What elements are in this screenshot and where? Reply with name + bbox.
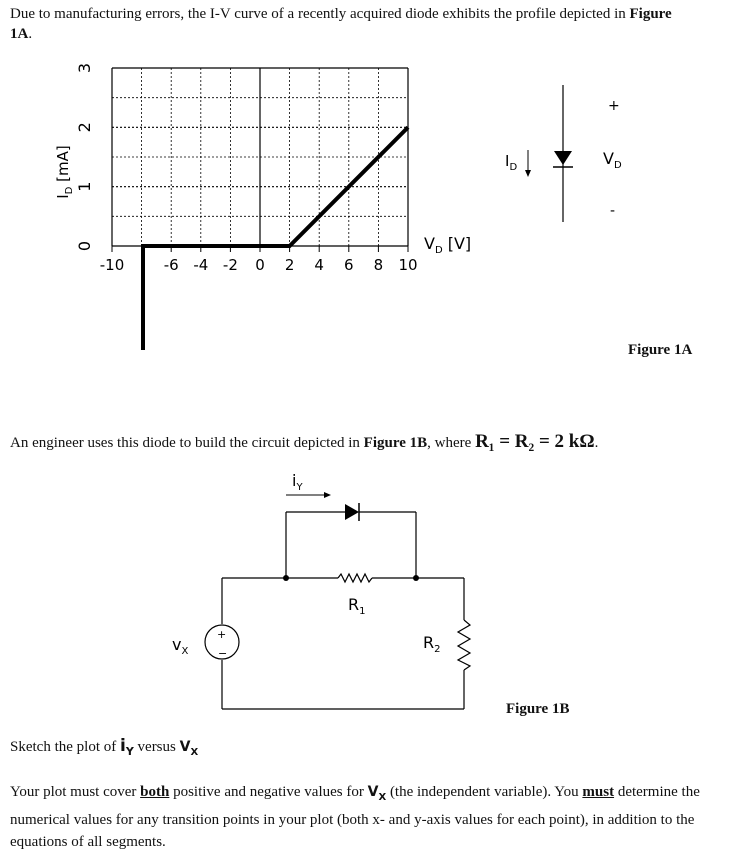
x-tick-label: -10 xyxy=(99,256,125,274)
source-minus: − xyxy=(218,647,228,660)
figure-1a-caption: Figure 1A xyxy=(628,342,693,358)
y-tick-labels xyxy=(75,63,94,251)
iy-label: $i_Y$ xyxy=(292,471,303,493)
circuit-diode-icon xyxy=(345,504,359,520)
x-label-main: V xyxy=(424,234,435,253)
r2-label: $R_2$ xyxy=(423,633,441,655)
diode-current-label: $I_D$ xyxy=(505,152,518,173)
figure-1a-chart xyxy=(0,0,735,420)
x-tick-label: 10 xyxy=(398,256,418,274)
resistor-equation: R₁ = R₂ = 2 kΩ xyxy=(475,431,595,452)
minus-sign: - xyxy=(610,203,616,219)
x-axis-label xyxy=(424,234,471,256)
diode-symbol xyxy=(505,85,622,222)
r1-label: $R_1$ xyxy=(348,595,366,617)
task-versus: versus xyxy=(133,739,180,755)
middle-end: . xyxy=(594,435,599,451)
x-tick-label: -4 xyxy=(193,256,209,274)
x-tick-label: -6 xyxy=(163,256,179,274)
middle-figure-ref: Figure 1B xyxy=(363,435,428,451)
node-right xyxy=(413,575,419,581)
y-tick-label: 2 xyxy=(74,122,94,133)
instructions-paragraph: Your plot must cover both positive and negative values for $V_X$ (the independent variable). You must determine the numerical values for any transition points in your plot (both x- and y-axis values for each point), in addition to the equations of all segments. xyxy=(10,784,700,850)
x-tick-labels xyxy=(100,256,418,274)
vx-label: $v_X$ xyxy=(172,635,189,657)
chart-grid xyxy=(112,68,408,252)
task-vx: V xyxy=(179,739,191,755)
middle-paragraph xyxy=(10,432,730,453)
y-tick-label: 1 xyxy=(75,181,94,192)
current-arrow-icon xyxy=(525,170,531,177)
middle-text2: , where xyxy=(427,435,476,451)
intro-figure-ref-num: 1A xyxy=(10,26,29,42)
task-iy: i xyxy=(119,736,126,756)
task-line: Sketch the plot of $i_Y$ versus $V_X$ xyxy=(10,736,199,758)
y-axis-label xyxy=(54,145,75,199)
task-text: Sketch the plot of xyxy=(10,739,120,755)
figure-1b-caption: Figure 1B xyxy=(506,701,570,717)
x-tick-label: -2 xyxy=(222,256,238,274)
x-label-unit: [V] xyxy=(442,234,472,253)
x-tick-label: 4 xyxy=(314,256,324,274)
iy-arrow-icon xyxy=(324,492,331,498)
middle-text: An engineer uses this diode to build the circuit depicted in xyxy=(10,435,364,451)
x-tick-label: 2 xyxy=(284,256,295,274)
y-label-unit: [mA] xyxy=(54,145,72,187)
intro-figure-ref: Figure xyxy=(629,6,672,22)
emphasis-both: both xyxy=(140,784,170,800)
emphasis-must: must xyxy=(582,784,615,800)
y-label-main: I xyxy=(54,194,72,199)
iv-curve-series xyxy=(143,127,408,350)
node-left xyxy=(283,575,289,581)
y-label-sub: D xyxy=(64,186,75,195)
y-tick-label: 0 xyxy=(75,240,94,252)
source-plus: + xyxy=(217,628,227,641)
x-tick-label: 6 xyxy=(344,256,354,274)
x-tick-label: 8 xyxy=(373,256,384,274)
y-tick-label: 3 xyxy=(75,62,94,74)
x-tick-label: 0 xyxy=(255,256,265,274)
intro-end: . xyxy=(28,26,33,42)
plus-sign: + xyxy=(608,98,620,114)
intro-text: Due to manufacturing errors, the I-V curve of a recently acquired diode exhibits the profile depicted in xyxy=(10,6,630,22)
diode-voltage-label: $V_D$ xyxy=(603,149,622,171)
x-label-sub: D xyxy=(434,245,443,256)
figure-1b-circuit xyxy=(0,460,735,730)
